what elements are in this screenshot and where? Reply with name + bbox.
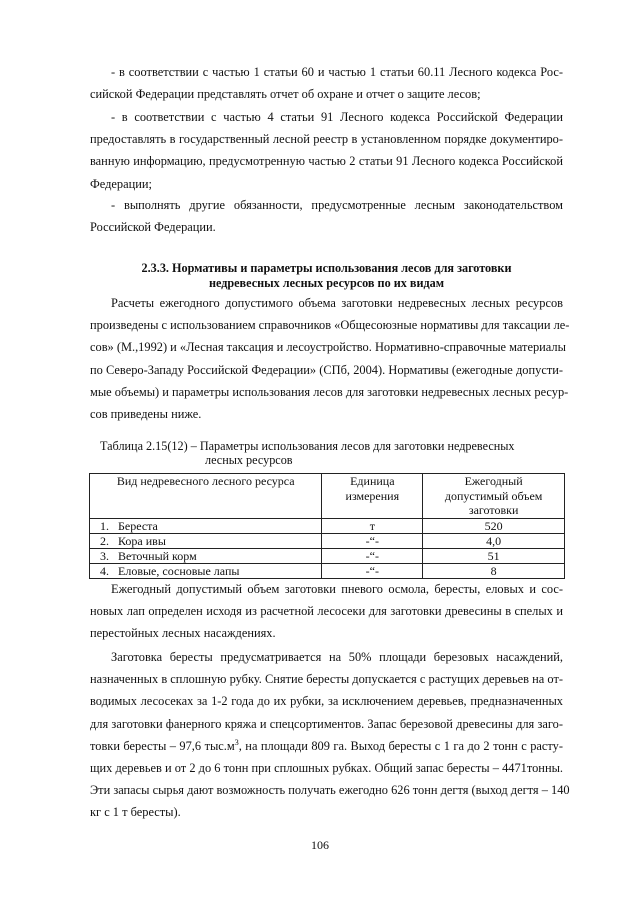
text-line: по Северо-Западу Российской Федерации» (СПб, 2004). Нормативы (ежегодные допусти- <box>90 362 563 377</box>
text-line: водимых лесосеках за 1-2 года до их рубки, за исключением деревьев, предназначенных <box>90 694 563 709</box>
section-heading-line-1: 2.3.3. Нормативы и параметры использования лесов для заготовки <box>141 261 512 275</box>
section-heading <box>90 261 563 291</box>
text-line: новых лап определен исходя из расчетной лесосеки для заготовки древесины в спелых и <box>90 604 563 619</box>
text-line: - в соответствии с частью 4 статьи 91 Лесного кодекса Российской Федерации <box>111 110 563 124</box>
section-paragraph <box>90 292 570 425</box>
cell-value: 520 <box>423 518 565 533</box>
parameters-table <box>89 473 565 579</box>
text-line: ванную информацию, предусмотренную частью 2 статьи 91 Лесного кодекса Российской <box>90 154 563 169</box>
text-line: Эти запасы сырья дают возможность получать ежегодно 626 тонн дегтя (выход дегтя – 140 <box>90 783 570 798</box>
table-row <box>90 548 565 563</box>
cell-unit: -“- <box>322 533 423 548</box>
intro-paragraph-3 <box>90 194 563 238</box>
cell-resource: 2. Кора ивы <box>90 533 322 548</box>
text-line: щих деревьев и от 2 до 6 тонн при сплошных рубках. Общий запас бересты – 4471тонны. <box>90 761 563 776</box>
text-line: произведены с использованием справочников «Общесоюзные нормативы для таксации ле- <box>90 318 570 333</box>
text-line: кг с 1 т бересты). <box>90 805 181 820</box>
text-line: перестойных лесных насаждениях. <box>90 626 276 641</box>
text-line: Российской Федерации. <box>90 220 216 235</box>
header-annual-volume: Ежегодный допустимый объем заготовки <box>423 474 565 519</box>
table-row <box>90 533 565 548</box>
superscript: 3 <box>234 737 239 747</box>
intro-paragraph-1 <box>90 61 563 105</box>
intro-paragraph-2 <box>90 106 563 195</box>
text-line: Федерации; <box>90 176 152 191</box>
after-table-paragraph <box>90 578 563 645</box>
text-line: сов приведены ниже. <box>90 407 202 422</box>
page-number: 106 <box>311 838 329 852</box>
table-row <box>90 563 565 578</box>
cell-resource: 1. Береста <box>90 518 322 533</box>
table-caption-line-1: Таблица 2.15(12) – Параметры использования лесов для заготовки недревесных <box>100 439 515 453</box>
table-header-row <box>90 474 565 519</box>
text-line-with-superscript: товки бересты – 97,6 $тыс.м^3$, на площади 809 га. Выход бересты с 1 га до 2 тонн с расту- <box>90 737 563 753</box>
cell-unit: т <box>322 518 423 533</box>
section-heading-line-2: недревесных лесных ресурсов по их видам <box>208 276 445 290</box>
cell-value: 4,0 <box>423 533 565 548</box>
text-line: сийской Федерации представлять отчет об охране и отчет о защите лесов; <box>90 87 481 102</box>
header-resource-type: Вид недревесного лесного ресурса <box>90 474 322 519</box>
text-line: сов» (М.,1992) и «Лесная таксация и лесоустройство. Нормативно-справочные материалы <box>90 340 566 355</box>
cell-unit: -“- <box>322 563 423 578</box>
bark-paragraph <box>90 646 570 824</box>
text-line: - в соответствии с частью 1 статьи 60 и частью 1 статьи 60.11 Лесного кодекса Рос- <box>111 65 563 79</box>
cell-value: 8 <box>423 563 565 578</box>
text-line: Заготовка бересты предусматривается на 50% площади березовых насаждений, <box>111 650 563 664</box>
header-unit: Единица измерения <box>322 474 423 519</box>
table-caption-line-2: лесных ресурсов <box>205 453 293 467</box>
text-line: Ежегодный допустимый объем заготовки пневого осмола, бересты, еловых и сос- <box>111 582 563 596</box>
cell-resource: 3. Веточный корм <box>90 548 322 563</box>
text-line: предоставлять в государственный лесной реестр в установленном порядке документиро- <box>90 132 563 147</box>
text-line: мые объемы) и параметры использования лесов для заготовки недревесных лесных ресур- <box>90 384 569 399</box>
text-line: - выполнять другие обязанности, предусмотренные лесным законодательством <box>111 198 563 212</box>
cell-unit: -“- <box>322 548 423 563</box>
text-line: для заготовки фанерного кряжа и спецсортиментов. Запас березовой древесины для заго- <box>90 716 563 731</box>
table-row <box>90 518 565 533</box>
text-line: Расчеты ежегодного допустимого объема заготовки недревесных лесных ресурсов <box>111 296 563 310</box>
table-caption <box>100 439 560 467</box>
cell-resource: 4. Еловые, сосновые лапы <box>90 563 322 578</box>
text-line: назначенных в сплошную рубку. Снятие бересты допускается с растущих деревьев на от- <box>90 672 563 687</box>
cell-value: 51 <box>423 548 565 563</box>
